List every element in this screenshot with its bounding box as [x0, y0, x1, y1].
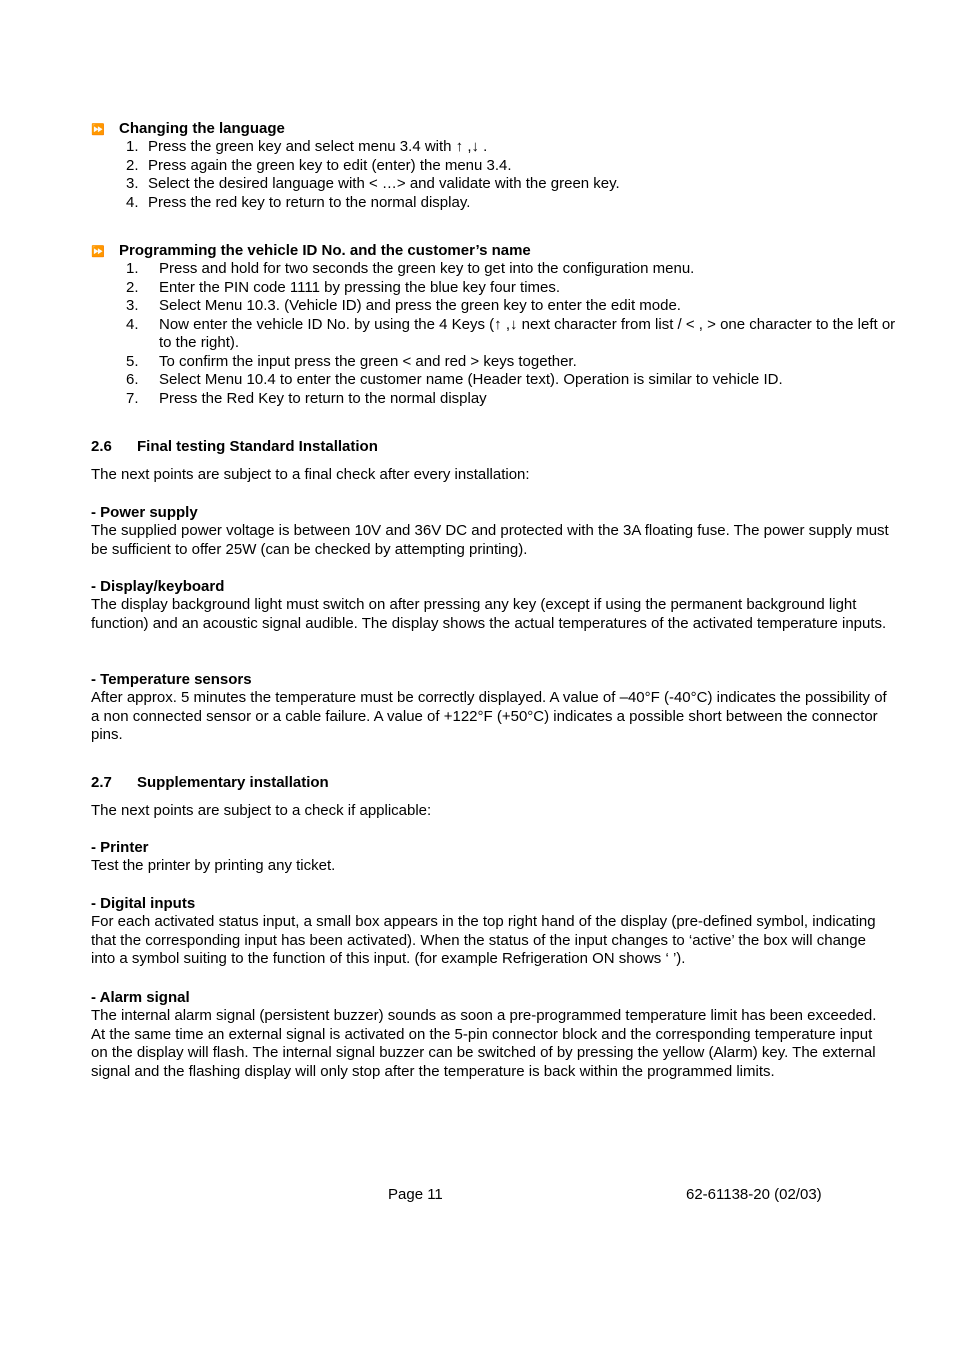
lang-steps [126, 138, 906, 212]
page-number: Page 11 [388, 1186, 443, 1203]
display-keyboard-heading: - Display/keyboard [91, 578, 225, 595]
double-arrow-bullet-icon: ⏩ [91, 124, 105, 136]
digital-inputs-heading: - Digital inputs [91, 895, 196, 912]
section-2-7-intro: The next points are subject to a check if applicable: [91, 802, 432, 819]
printer-heading: - Printer [91, 839, 149, 856]
document-number: 62-61138-20 (02/03) [686, 1186, 822, 1203]
power-supply-heading: - Power supply [91, 504, 198, 521]
lang-heading [91, 120, 285, 139]
list-item: 7. Press the Red Key to return to the normal display [126, 389, 487, 407]
section-2-7-title: 2.7 Supplementary installation [91, 774, 329, 791]
temperature-sensors-text: After approx. 5 minutes the temperature must be correctly displayed. A value of –40°F (-40°C) indicates the possibility of a non connected sensor or a cable failure. A value of +122°F (+50°C) indicates a possible short between the connector pins. [91, 689, 887, 743]
list-item: 1. Press the green key and select menu 3.4 with ↑ ,↓ . [126, 138, 488, 155]
digital-inputs-text: For each activated status input, a small box appears in the top right hand of the display (pre-defined symbol, indicating that the corresponding input has been activated). When the status of the input changes to ‘active’ the box will change into a symbol suiting to the function of this input. (for example Refrigeration ON shows ‘ ’). [91, 913, 876, 967]
list-item: 2. Enter the PIN code 1111 by pressing the blue key four times. [126, 278, 561, 296]
vehicle-heading [91, 242, 531, 261]
section-2-6-title: 2.6 Final testing Standard Installation [91, 438, 378, 455]
vehicle-heading-text: Programming the vehicle ID No. and the customer’s name [119, 242, 531, 259]
list-item: 3. Select Menu 10.3. (Vehicle ID) and press the green key to enter the edit mode. [126, 297, 681, 314]
list-item: 4. Now enter the vehicle ID No. by using the 4 Keys (↑ ,↓ next character from list / < , > one character to the left or to the right). [126, 315, 896, 351]
list-item: 5. To confirm the input press the green < and red > keys together. [126, 352, 577, 370]
section-2-6-intro: The next points are subject to a final check after every installation: [91, 466, 530, 483]
power-supply-text: The supplied power voltage is between 10V and 36V DC and protected with the 3A floating fuse. The power supply must be sufficient to offer 25W (can be checked by attempting printing). [91, 522, 889, 558]
alarm-signal-text: The internal alarm signal (persistent buzzer) sounds as soon a pre-programmed temperature limit has been exceeded. At the same time an external signal is activated on the 5-pin connector block and the corresponding temperature input on the display will flash. The internal signal buzzer can be switched of by pressing the yellow (Alarm) key. The external signal and the flashing display will only stop after the temperature is back within the programmed limits. [91, 1007, 877, 1080]
list-item: 2. Press again the green key to edit (enter) the menu 3.4. [126, 156, 512, 174]
printer-text: Test the printer by printing any ticket. [91, 857, 336, 874]
vehicle-steps [126, 260, 908, 408]
list-item: 1. Press and hold for two seconds the green key to get into the configuration menu. [126, 260, 695, 277]
display-keyboard-text: The display background light must switch on after pressing any key (except if using the permanent background light function) and an acoustic signal audible. The display shows the actual temperatures of the activated temperature inputs. [91, 596, 887, 632]
double-arrow-bullet-icon: ⏩ [91, 246, 105, 258]
temperature-sensors-heading: - Temperature sensors [91, 671, 252, 688]
list-item: 6. Select Menu 10.4 to enter the customer name (Header text). Operation is similar to vehicle ID. [126, 371, 783, 388]
list-item: 3. Select the desired language with < …> and validate with the green key. [126, 175, 620, 192]
lang-heading-text: Changing the language [119, 120, 285, 137]
list-item: 4. Press the red key to return to the normal display. [126, 193, 471, 211]
alarm-signal-heading: - Alarm signal [91, 989, 190, 1006]
